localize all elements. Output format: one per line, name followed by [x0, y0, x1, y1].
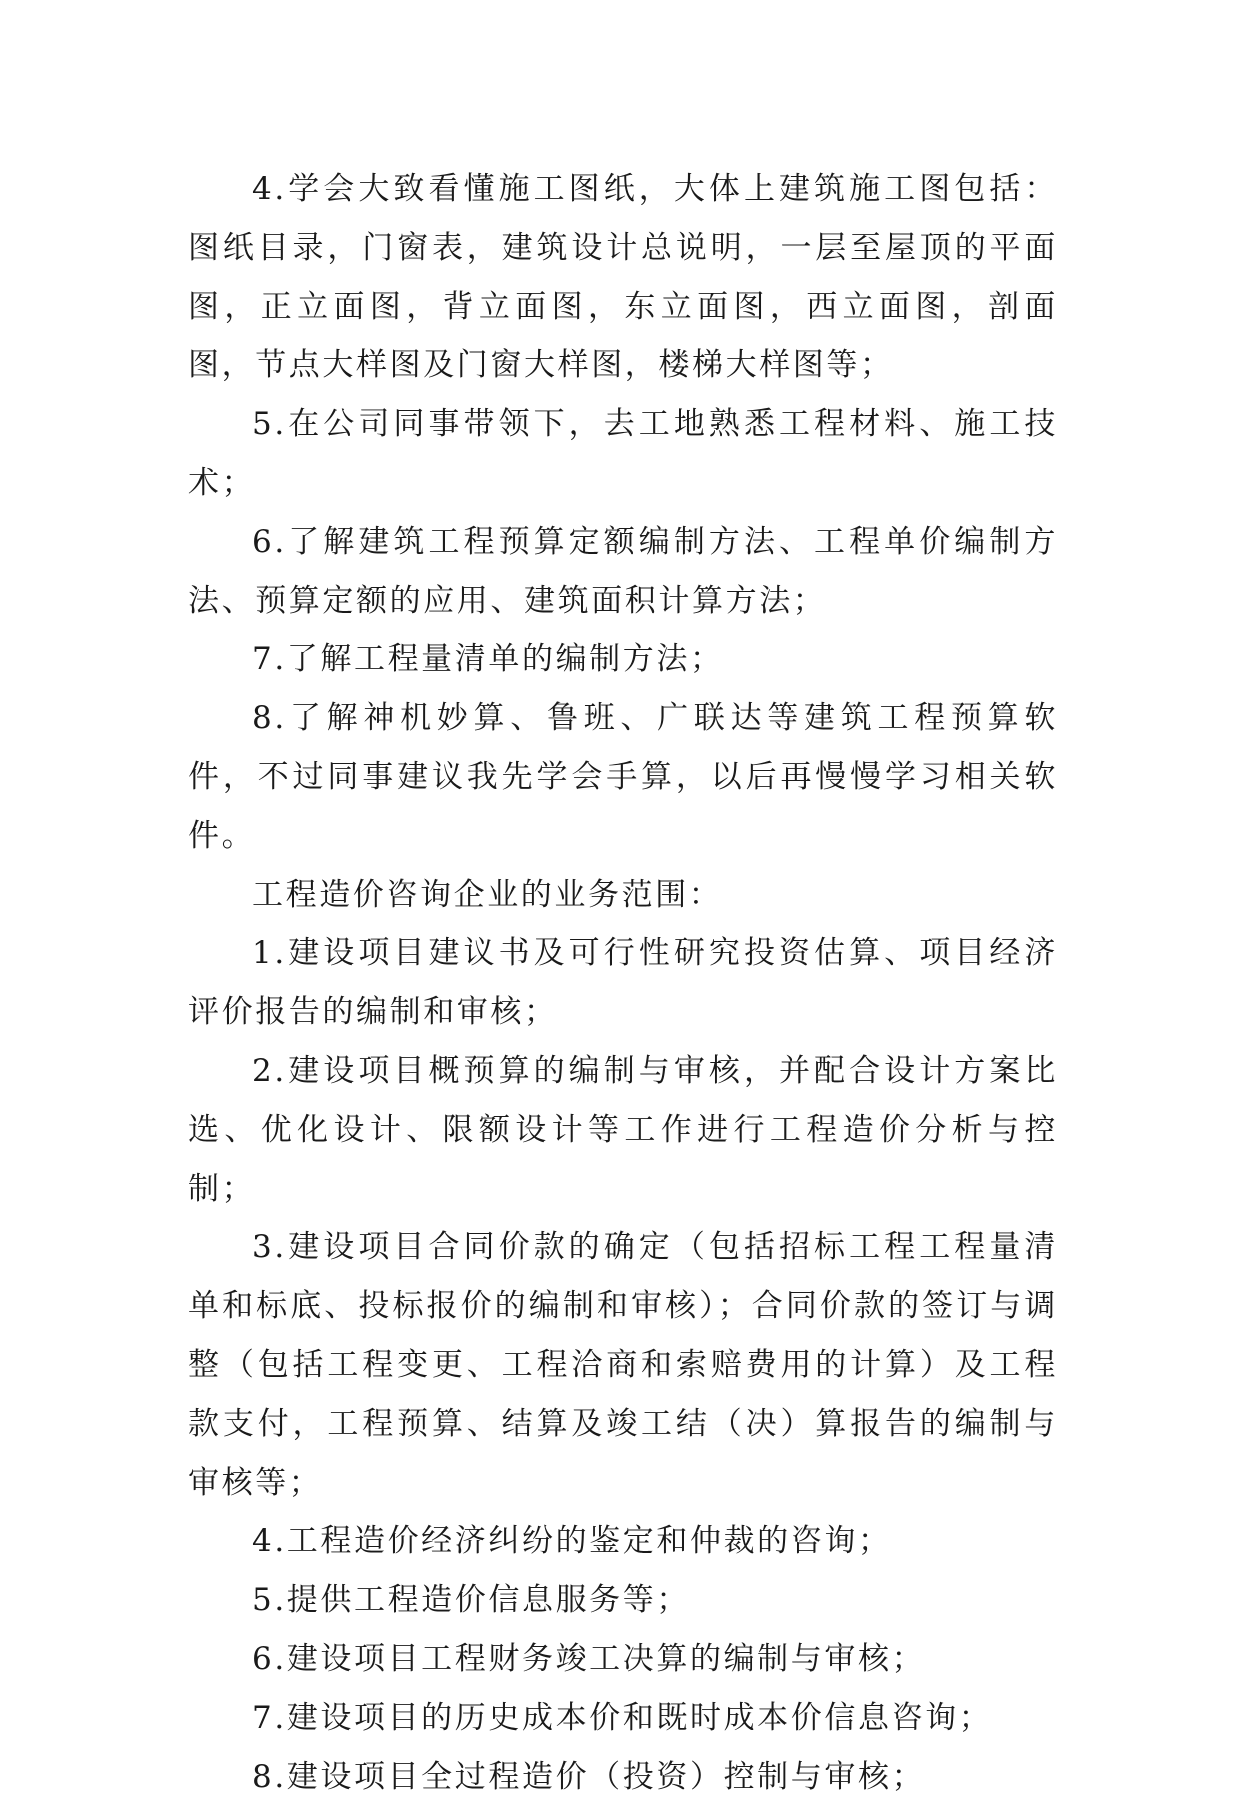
scope-item-7: 7.建设项目的历史成本价和既时成本价信息咨询；: [252, 1699, 993, 1736]
paragraph-site-familiarization: 5.在公司同事带领下，去工地熟悉工程材料、施工技术；: [188, 406, 1058, 501]
scope-item-2: 2.建设项目概预算的编制与审核，并配合设计方案比选、优化设计、限额设计等工作进行工程造价分析与控制；: [188, 1052, 1058, 1207]
paragraph-bill-of-quantities: 7.了解工程量清单的编制方法；: [252, 641, 724, 678]
section-heading-business-scope: 工程造价咨询企业的业务范围：: [252, 876, 723, 913]
paragraph-budget-quota-methods: 6.了解建筑工程预算定额编制方法、工程单价编制方法、预算定额的应用、建筑面积计算方法；: [188, 523, 1058, 619]
scope-item-4: 4.工程造价经济纠纷的鉴定和仲裁的咨询；: [252, 1523, 892, 1560]
paragraph-budget-software: 8.了解神机妙算、鲁班、广联达等建筑工程预算软件，不过同事建议我先学会手算，以后再慢慢学习相关软件。: [188, 700, 1058, 854]
scope-item-5: 5.提供工程造价信息服务等；: [252, 1582, 690, 1619]
scope-item-8: 8.建设项目全过程造价（投资）控制与审核；: [252, 1758, 926, 1795]
scope-item-6: 6.建设项目工程财务竣工决算的编制与审核；: [252, 1640, 926, 1677]
paragraph-drawing-reading: 4.学会大致看懂施工图纸，大体上建筑施工图包括：图纸目录，门窗表，建筑设计总说明，一层至屋顶的平面图，正立面图，背立面图，东立面图，西立面图，剖面图，节点大样图及门窗大样图，楼梯大样图等；: [188, 171, 1058, 384]
scope-item-1: 1.建设项目建议书及可行性研究投资估算、项目经济评价报告的编制和审核；: [188, 935, 1058, 1031]
scope-item-3: 3.建设项目合同价款的确定（包括招标工程工程量清单和标底、投标报价的编制和审核）；合同价款的签订与调整（包括工程变更、工程洽商和索赔费用的计算）及工程款支付，工程预算、结算及竣工结（决）算报告的编制与审核等；: [188, 1229, 1058, 1501]
document-body: [188, 160, 1058, 1806]
